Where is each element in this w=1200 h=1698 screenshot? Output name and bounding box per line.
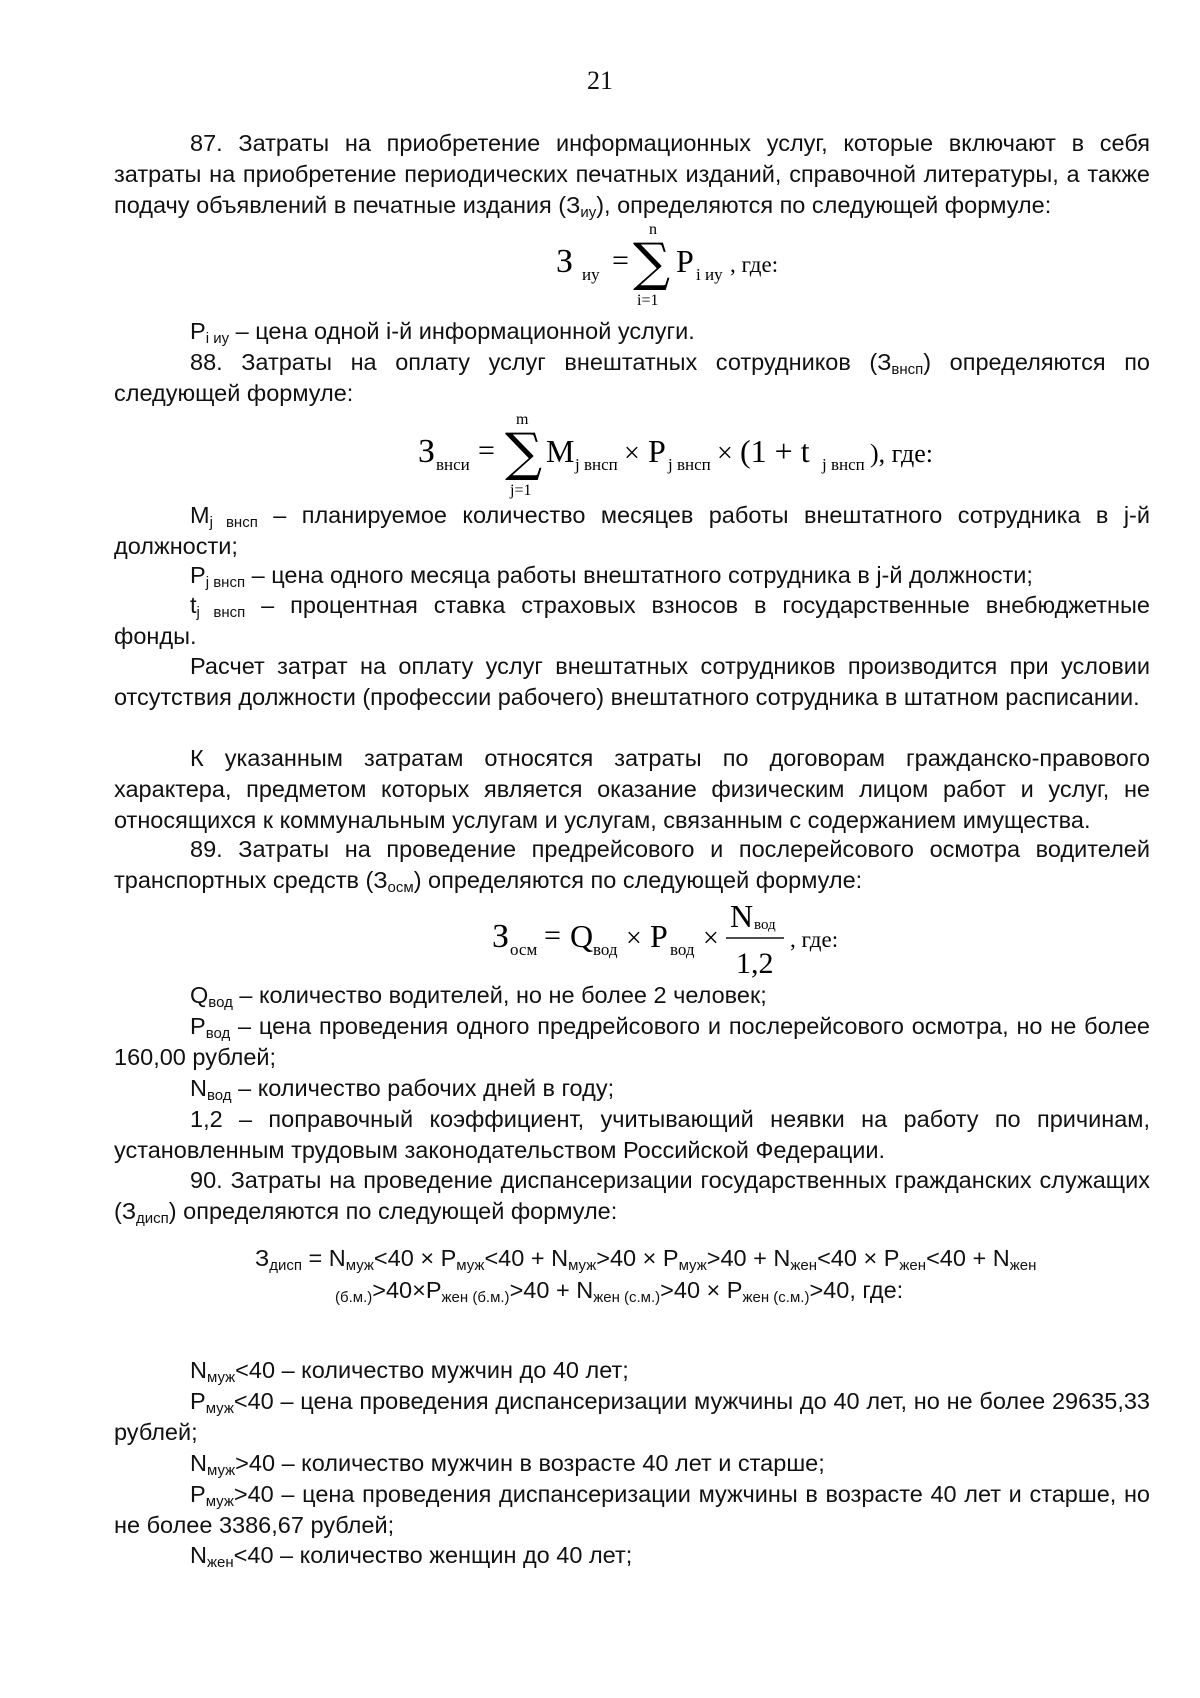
paragraph-90: 90. Затраты на проведение диспансеризации государственных гражданских служащих $(З_{дисп})$ определяются по следующей формуле: [114, 1167, 1150, 1227]
svg-text:n: n [649, 221, 657, 238]
svg-text:P: P [650, 918, 668, 954]
svg-text:j внсп: j внсп [822, 455, 865, 474]
paragraph-89: 89. Затраты на проведение предрейсового и послерейсового осмотра водителей транспортных средств $(З_{осм})$ определяются по следующей формуле: [114, 836, 1150, 896]
svg-text:j внсп: j внсп [668, 455, 711, 474]
definition-n-men-under-40: $N_{муж}<40$ – количество мужчин до 40 лет; [190, 1357, 629, 1386]
svg-text:вод: вод [593, 940, 618, 959]
page-number: 21 [587, 66, 613, 95]
coefficient-note: 1,2 – поправочный коэффициент, учитывающий неявки на работу по причинам, установленным трудовым законодательством Российской Федерации. [114, 1106, 1150, 1163]
svg-text:Q: Q [570, 918, 594, 954]
formula-freelance-staff [0, 410, 1200, 500]
svg-text:, где:: , где: [730, 252, 779, 277]
definition-t-j: $t_{j внсп}$ – процентная ставка страховых взносов в государственные внебюджетные фонды. [114, 592, 1150, 649]
definition-n-vod: $N_{вод}$ – количество рабочих дней в году; [190, 1075, 615, 1104]
svg-text:вод: вод [670, 940, 695, 959]
svg-text:P: P [676, 243, 694, 279]
svg-text:=: = [544, 919, 561, 952]
svg-text:P: P [648, 433, 666, 469]
definition-m-j: $M_{j внсп}$ – планируемое количество месяцев работы внештатного сотрудника в j-й должности; [114, 502, 1151, 559]
svg-text:=: = [478, 434, 495, 467]
paragraph-87: 87. Затраты на приобретение информационных услуг, которые включают в себя затраты на приобретение периодических печатных изданий, справочной литературы, а также подачу объявлений в печатные издания $(З_{иу})$, определяются по следующей формуле: [114, 130, 1150, 221]
svg-text:внси: внси [436, 455, 470, 474]
svg-text:), где:: ), где: [870, 439, 934, 468]
definition-p-vod: $P_{вод}$ – цена проведения одного предрейсового и послерейсового осмотра, но не более 160,00 рублей; [114, 1013, 1150, 1070]
paragraph-88: 88. Затраты на оплату услуг внештатных сотрудников $(З_{внсп})$ определяются по следующей формуле: [114, 349, 1150, 406]
svg-text:i=1: i=1 [637, 292, 659, 309]
svg-text:×: × [717, 438, 733, 469]
svg-text:, где:: , где: [790, 927, 839, 952]
definition-p-men-under-40: $P_{муж}<40$ – цена проведения диспансеризации мужчины до 40 лет, но не более 29635,33 рублей; [114, 1388, 1150, 1445]
definition-p-i-iu: $P_{i иу}$ – цена одной i-й информационной услуги. [190, 318, 695, 347]
formula-2-svg [0, 410, 1200, 500]
formula-information-services [0, 220, 1200, 310]
svg-text:M: M [546, 433, 575, 469]
formula-4-line-2: $_{(б.м.)}>40\times P_{жен (б.м.)}>40 + N_{жен (с.м.)}>40 \times P_{жен (с.м.)}>40$, где: [335, 1277, 904, 1306]
formula-1-svg [0, 220, 1200, 310]
svg-text:m: m [516, 411, 529, 428]
formula-3-svg [0, 895, 1200, 985]
svg-text:З: З [556, 243, 574, 280]
svg-text:осм: осм [510, 940, 538, 959]
svg-text:=: = [612, 244, 629, 277]
svg-text:иу: иу [582, 265, 600, 284]
svg-text:вод: вод [754, 917, 776, 933]
svg-text:З: З [492, 918, 510, 955]
definition-n-women-under-40: $N_{жен}<40$ – количество женщин до 40 лет; [190, 1542, 633, 1571]
formula-driver-inspection [0, 895, 1200, 985]
calculation-note: Расчет затрат на оплату услуг внештатных сотрудников производится при условии отсутствия должности (профессии рабочего) внештатного сотрудника в штатном расписании. [114, 653, 1150, 710]
svg-text:j внсп: j внсп [575, 455, 618, 474]
svg-text:З: З [418, 433, 436, 470]
sum-sign: ∑ [633, 233, 671, 293]
formula-medical-examination [255, 1245, 1095, 1325]
definition-q-vod: $Q_{вод}$ – количество водителей, но не более 2 человек; [190, 982, 767, 1011]
definition-p-men-over-40: $P_{муж}>40$ – цена проведения диспансеризации мужчины в возрасте 40 лет и старше, но не более 3386,67 рублей; [114, 1481, 1150, 1538]
definition-p-j: $P_{j внсп}$ – цена одного месяца работы внештатного сотрудника в j-й должности; [190, 562, 1033, 591]
svg-text:(1 + t: (1 + t [740, 433, 810, 469]
svg-text:×: × [626, 923, 642, 954]
svg-text:×: × [703, 923, 719, 954]
svg-text:×: × [624, 438, 640, 469]
svg-text:j=1: j=1 [510, 482, 532, 499]
formula-4-line-1: $З_{дисп} = N_{муж}<40 \times P_{муж}<40 + N_{муж}>40 \times P_{муж}>40 + N_{жен}<40 \times P_{жен}<40 + N_{жен}$ [255, 1245, 1037, 1274]
definition-n-men-over-40: $N_{муж}>40$ – количество мужчин в возрасте 40 лет и старше; [190, 1450, 825, 1479]
contract-note: К указанным затратам относятся затраты по договорам гражданско-правового характера, предметом которых является оказание физическим лицом работ и услуг, не относящихся к коммунальным услугам и услугам, связанным с содержанием имущества. [114, 745, 1150, 833]
sum-sign: ∑ [505, 423, 543, 483]
svg-text:i иу: i иу [696, 265, 723, 284]
svg-text:N: N [730, 898, 754, 934]
svg-text:1,2: 1,2 [736, 947, 774, 980]
